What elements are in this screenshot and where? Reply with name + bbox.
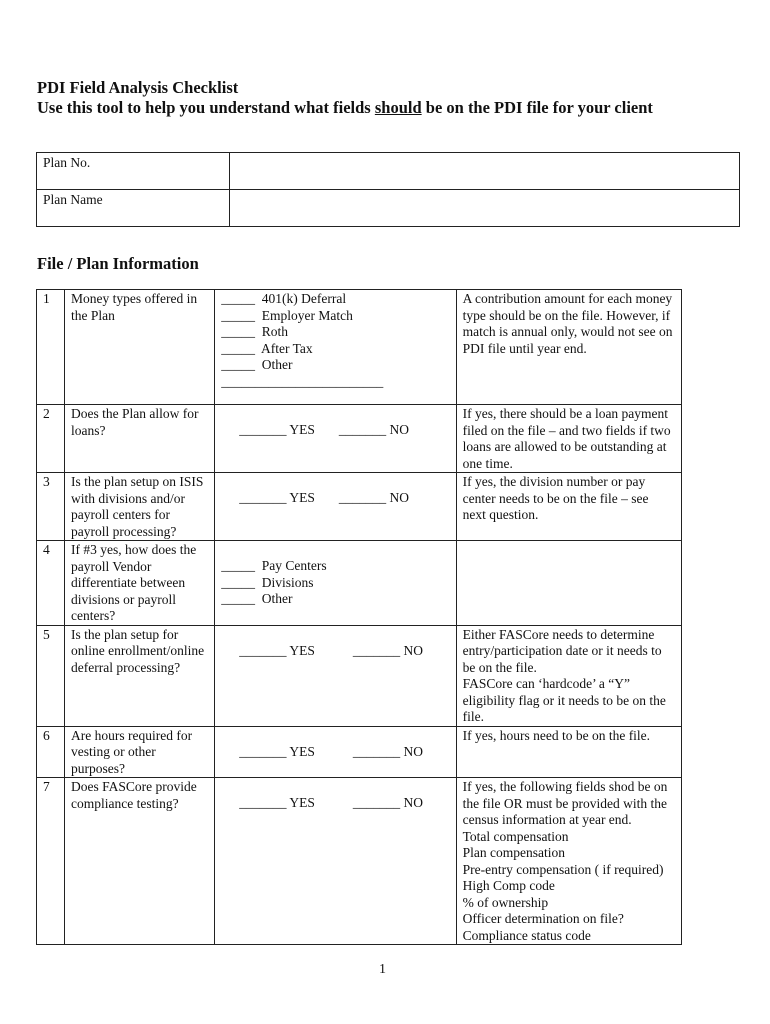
note-line: Plan compensation	[462, 845, 565, 860]
plan-name-value[interactable]	[230, 190, 740, 227]
row-note: If yes, there should be a loan payment filed on the file – and two fields if two loans are allowed to be outstanding at one time.	[456, 405, 681, 473]
row-number: 5	[37, 625, 65, 726]
no-option[interactable]: _______ NO	[338, 422, 410, 437]
row-question: Does FASCore provide compliance testing?	[65, 778, 215, 945]
row-note	[456, 778, 681, 945]
row-question: Are hours required for vesting or other purposes?	[65, 726, 215, 778]
note-line: % of ownership	[462, 894, 549, 910]
row-question: Does the Plan allow for loans?	[65, 405, 215, 473]
note-line: High Comp code	[462, 878, 555, 893]
no-option[interactable]: _______ NO	[352, 743, 424, 759]
subtitle-suffix: be on the PDI file for your client	[421, 98, 653, 117]
yes-option[interactable]: _______ YES	[239, 743, 315, 759]
note-line: Officer determination on file?	[462, 911, 624, 926]
plan-name-label: Plan Name	[37, 190, 230, 227]
plan-no-row	[37, 153, 740, 190]
section-title: File / Plan Information	[37, 254, 199, 273]
plan-info-table	[36, 152, 740, 227]
row-options	[215, 778, 456, 945]
row-number: 7	[37, 778, 65, 945]
row-number: 6	[37, 726, 65, 778]
yes-option[interactable]: _______ YES	[239, 490, 315, 505]
option-line[interactable]: _____ Employer Match	[221, 307, 353, 323]
row-number: 2	[37, 405, 65, 473]
option-line[interactable]: _____ 401(k) Deferral	[221, 291, 347, 306]
no-option[interactable]: _______ NO	[338, 490, 410, 505]
page-title	[37, 78, 757, 118]
option-line[interactable]: _____ Divisions	[221, 574, 314, 590]
table-row	[37, 473, 682, 541]
row-question: Is the plan setup on ISIS with divisions and/or payroll centers for payroll processing?	[65, 473, 215, 541]
subtitle-prefix: Use this tool to help you understand what fields	[37, 98, 375, 117]
yes-option[interactable]: _______ YES	[239, 642, 315, 658]
yes-option[interactable]: _______ YES	[239, 422, 315, 437]
option-line[interactable]: _____ Pay Centers	[221, 558, 327, 573]
option-line[interactable]: ________________________	[221, 373, 384, 389]
note-line: Total compensation	[462, 828, 569, 844]
option-line[interactable]: _____ Other	[221, 591, 293, 606]
option-line[interactable]: _____ Other	[221, 357, 293, 372]
row-question: If #3 yes, how does the payroll Vendor differentiate between divisions or payroll centers?	[65, 541, 215, 626]
row-note: If yes, hours need to be on the file.	[456, 726, 681, 778]
page-number: 1	[379, 962, 386, 977]
subtitle-line	[37, 98, 757, 118]
row-question: Money types offered in the Plan	[65, 290, 215, 405]
row-note	[456, 541, 681, 626]
row-options	[215, 405, 456, 473]
plan-no-value[interactable]	[230, 153, 740, 190]
note-line: Compliance status code	[462, 927, 591, 943]
no-option[interactable]: _______ NO	[352, 795, 424, 810]
option-line[interactable]: _____ Roth	[221, 324, 289, 339]
note-line: Pre-entry compensation ( if required)	[462, 861, 664, 877]
row-number: 4	[37, 541, 65, 626]
row-options	[215, 541, 456, 626]
title-line: PDI Field Analysis Checklist	[37, 78, 239, 97]
yes-no-choice	[221, 779, 449, 812]
plan-no-label: Plan No.	[37, 153, 230, 190]
yes-no-choice	[221, 627, 449, 660]
yes-no-choice	[221, 474, 449, 507]
option-line[interactable]: _____ After Tax	[221, 340, 313, 356]
table-row	[37, 778, 682, 945]
plan-name-row	[37, 190, 740, 227]
table-row	[37, 290, 682, 405]
note-line: Either FASCore needs to determine entry/participation date or it needs to be on the file.	[462, 626, 662, 675]
note-line: FASCore can ‘hardcode’ a “Y” eligibility flag or it needs to be on the file.	[462, 676, 666, 724]
row-note: A contribution amount for each money type should be on the file. However, if match is annual only, would not see on PDI file until year end.	[456, 290, 681, 405]
note-line: If yes, the following fields shod be on the file OR must be provided with the census information at year end.	[462, 779, 668, 827]
row-note: If yes, the division number or pay center needs to be on the file – see next question.	[456, 473, 681, 541]
no-option[interactable]: _______ NO	[352, 642, 424, 658]
subtitle-emphasis: should	[374, 98, 422, 117]
table-row	[37, 405, 682, 473]
yes-no-choice	[221, 406, 449, 439]
yes-no-choice	[221, 728, 449, 761]
option-group	[221, 542, 449, 608]
row-question: Is the plan setup for online enrollment/online deferral processing?	[65, 625, 215, 726]
checklist-table	[36, 289, 682, 945]
row-options	[215, 290, 456, 405]
row-number: 1	[37, 290, 65, 405]
row-options	[215, 473, 456, 541]
row-note	[456, 625, 681, 726]
row-options	[215, 625, 456, 726]
table-row	[37, 625, 682, 726]
table-row	[37, 726, 682, 778]
yes-option[interactable]: _______ YES	[239, 795, 315, 810]
table-row	[37, 541, 682, 626]
row-number: 3	[37, 473, 65, 541]
row-options	[215, 726, 456, 778]
